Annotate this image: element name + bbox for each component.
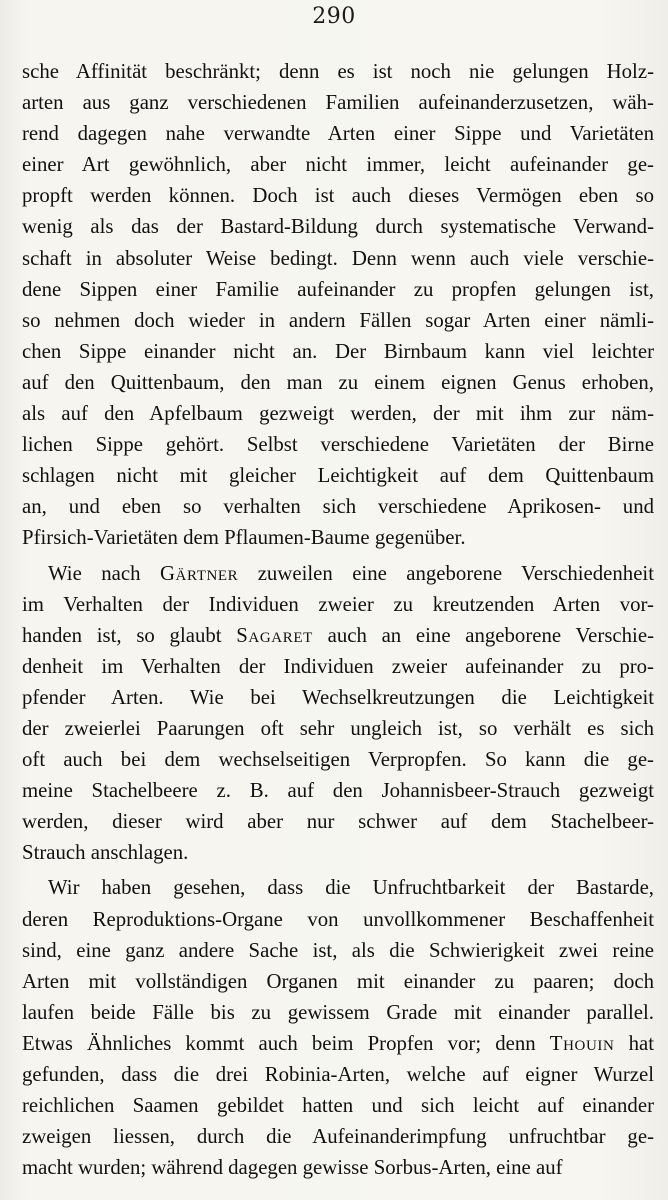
text-line: chen Sippe einander nicht an. Der Birnbaum kann viel leichter	[22, 339, 654, 363]
text-line: werden, dieser wird aber nur schwer auf dem Stachelbeer-	[22, 810, 654, 834]
author-name: Gärtner	[159, 561, 239, 585]
text-line: sind, eine ganz andere Sache ist, als die Schwierigkeit zwei reine	[22, 938, 654, 962]
text-line: arten aus ganz verschiedenen Familien aufeinanderzusetzen, wäh-	[22, 91, 654, 115]
text-line: schlagen nicht mit gleicher Leichtigkeit auf dem Quittenbaum	[22, 464, 654, 488]
body-text	[22, 56, 654, 1183]
text-line: schaft in absoluter Weise bedingt. Denn wenn auch viele verschie-	[22, 246, 654, 270]
author-name: Thouin	[549, 1031, 615, 1055]
text-line: meine Stachelbeere z. B. auf den Johannisbeer-Strauch gezweigt	[22, 779, 654, 803]
text-line: macht wurden; während dagegen gewisse Sorbus-Arten, eine auf	[22, 1156, 563, 1180]
text-line: an, und eben so verhalten sich verschiedene Aprikosen- und	[22, 495, 654, 519]
text-line: Pfirsich-Varietäten dem Pflaumen-Baume gegenüber.	[22, 526, 466, 550]
text-line: dene Sippen einer Familie aufeinander zu propfen gelungen ist,	[22, 277, 654, 301]
text-line: sche Affinität beschränkt; denn es ist noch nie gelungen Holz-	[22, 60, 654, 83]
text-line: gefunden, dass die drei Robinia-Arten, welche auf eigner Wurzel	[22, 1063, 654, 1086]
text-line: Strauch anschlagen.	[22, 841, 189, 865]
text-line: wenig als das der Bastard-Bildung durch systematische Verwand-	[22, 215, 654, 239]
text-line: der zweierlei Paarungen oft sehr ungleich ist, so verhält es sich	[22, 716, 654, 740]
author-name: Sagaret	[236, 623, 313, 647]
text-line: pfender Arten. Wie bei Wechselkreutzungen die Leichtigkeit	[22, 685, 654, 709]
text-line: als auf den Apfelbaum gezweigt werden, der mit ihm zur näm-	[22, 402, 654, 426]
text-line: zweigen liessen, durch die Aufeinanderimpfung unfruchtbar ge-	[22, 1125, 654, 1149]
text-line: so nehmen doch wieder in andern Fällen sogar Arten einer nämli-	[22, 308, 654, 332]
text-line: rend dagegen nahe verwandte Arten einer Sippe und Varietäten	[22, 122, 654, 146]
paragraph	[22, 558, 654, 869]
text-line: reichlichen Saamen gebildet hatten und sich leicht auf einander	[22, 1094, 654, 1118]
text-line: Arten mit vollständigen Organen mit einander zu paaren; doch	[22, 969, 654, 993]
text-line: Wie nach Gärtner zuweilen eine angeborene Verschiedenheit	[48, 561, 654, 585]
text-line: handen ist, so glaubt Sagaret auch an eine angeborene Verschie-	[22, 623, 654, 647]
page-number: 290	[312, 4, 356, 29]
text-line: auf den Quittenbaum, den man zu einem eignen Genus erhoben,	[22, 370, 654, 394]
text-line: deren Reproduktions-Organe von unvollkommener Beschaffenheit	[22, 907, 654, 931]
text-line: lichen Sippe gehört. Selbst verschiedene Varietäten der Birne	[22, 433, 654, 457]
text-line: Etwas Ähnliches kommt auch beim Propfen vor; denn Thouin hat	[22, 1031, 654, 1055]
text-line: Wir haben gesehen, dass die Unfruchtbarkeit der Bastarde,	[48, 876, 654, 900]
text-line: im Verhalten der Individuen zweier zu kreutzenden Arten vor-	[22, 592, 654, 616]
text-line: laufen beide Fälle bis zu gewissem Grade mit einander parallel.	[22, 1000, 654, 1024]
text-line: denheit im Verhalten der Individuen zweier aufeinander zu pro-	[22, 654, 654, 678]
paragraph	[22, 872, 654, 1183]
text-line: einer Art gewöhnlich, aber nicht immer, leicht aufeinander ge-	[22, 153, 654, 177]
text-line: oft auch bei dem wechselseitigen Verpropfen. So kann die ge-	[22, 748, 654, 772]
text-line: propft werden können. Doch ist auch dieses Vermögen eben so	[22, 184, 654, 208]
paragraph	[22, 56, 654, 554]
